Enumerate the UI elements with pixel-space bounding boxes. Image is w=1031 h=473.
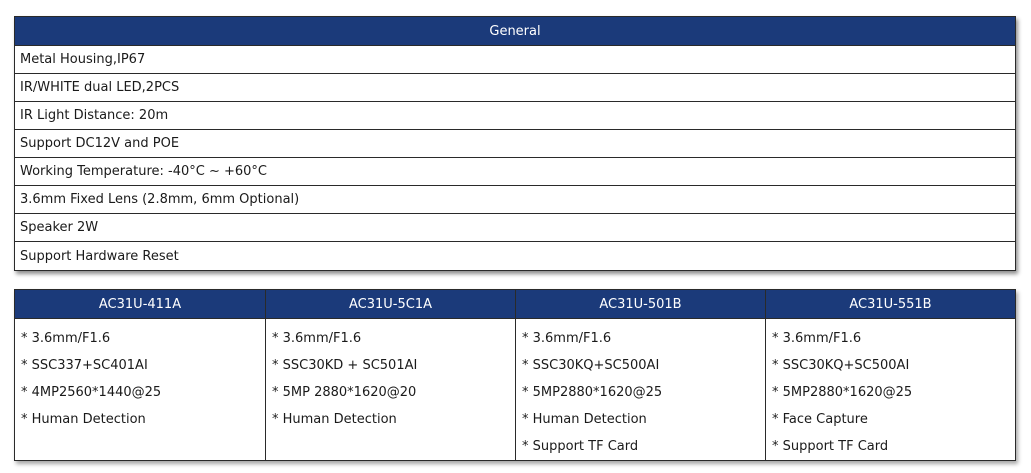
model-name: AC31U-411A (15, 290, 265, 319)
model-feature: * SSC337+SC401AI (21, 358, 148, 373)
model-feature: * 3.6mm/F1.6 (522, 331, 612, 346)
model-feature: * SSC30KD + SC501AI (272, 358, 418, 373)
model-feature: * SSC30KQ+SC500AI (772, 358, 910, 373)
model-feature: * 3.6mm/F1.6 (272, 331, 362, 346)
model-column (15, 290, 266, 460)
general-row: Metal Housing,IP67 (15, 46, 1015, 74)
model-feature: * SSC30KQ+SC500AI (522, 358, 660, 373)
model-feature: * 5MP2880*1620@25 (772, 385, 913, 400)
model-column (266, 290, 516, 460)
model-feature: * Face Capture (772, 412, 868, 427)
model-feature: * Human Detection (272, 412, 397, 427)
model-feature: * 5MP2880*1620@25 (522, 385, 663, 400)
model-features (766, 319, 1015, 460)
model-feature: * Human Detection (21, 412, 146, 427)
model-features (266, 319, 515, 460)
general-row: Support Hardware Reset (20, 248, 179, 264)
general-row: Working Temperature: -40°C ~ +60°C (15, 158, 1015, 186)
model-feature: * Support TF Card (522, 439, 639, 454)
model-column (516, 290, 766, 460)
model-column (766, 290, 1015, 460)
general-spec-table (14, 16, 1016, 271)
model-comparison-table (14, 289, 1016, 461)
general-table-title: General (15, 17, 1015, 46)
model-feature: * 3.6mm/F1.6 (21, 331, 111, 346)
model-features (516, 319, 765, 460)
model-features (15, 319, 265, 460)
model-name: AC31U-501B (516, 290, 765, 319)
model-feature: * Support TF Card (772, 439, 889, 454)
model-name: AC31U-5C1A (266, 290, 515, 319)
model-name: AC31U-551B (766, 290, 1015, 319)
model-feature: * 4MP2560*1440@25 (21, 385, 162, 400)
general-row: IR/WHITE dual LED,2PCS (15, 74, 1015, 102)
general-row: IR Light Distance: 20m (15, 102, 1015, 130)
general-row: 3.6mm Fixed Lens (2.8mm, 6mm Optional) (15, 186, 1015, 214)
model-feature: * Human Detection (522, 412, 647, 427)
general-row: Support DC12V and POE (15, 130, 1015, 158)
model-feature: * 5MP 2880*1620@20 (272, 385, 417, 400)
general-row: Speaker 2W (15, 214, 1015, 242)
model-feature: * 3.6mm/F1.6 (772, 331, 862, 346)
